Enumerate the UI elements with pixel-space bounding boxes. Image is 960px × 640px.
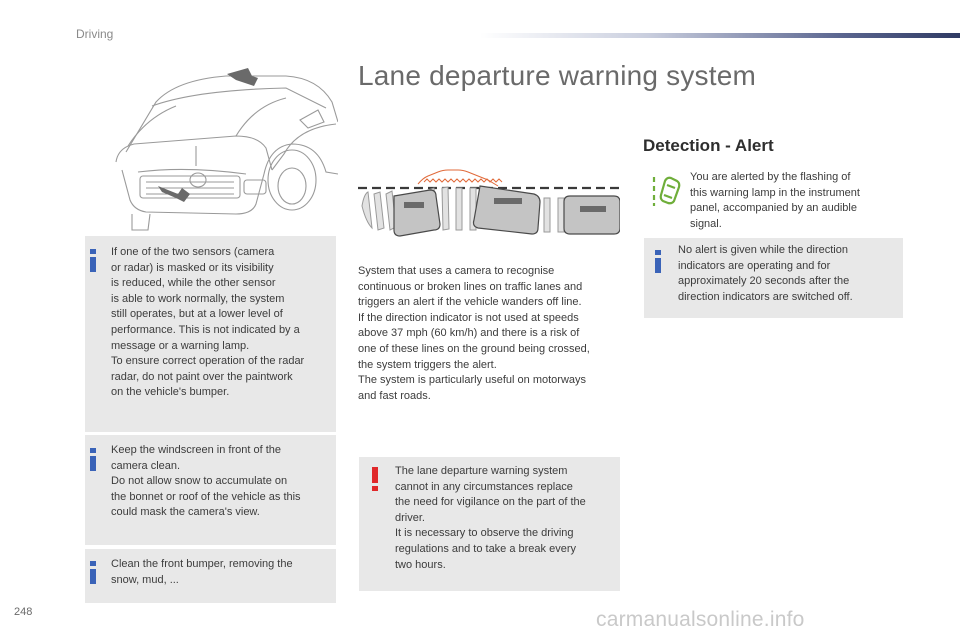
warning-note	[359, 457, 620, 591]
detection-text: You are alerted by the flashing of this warning lamp in the instrument panel, accompanied by an audible signal.	[690, 171, 860, 230]
page-number: 248	[14, 606, 33, 618]
detection-heading: Detection - Alert	[643, 136, 774, 155]
info-note-indicators	[644, 238, 903, 318]
watermark: carmanualsonline.info	[596, 608, 805, 631]
info-note-sensors	[85, 236, 336, 432]
warning-note-text: The lane departure warning system cannot in any circumstances replace the need for vigilance on the part of the driver. It is necessary to observe the driving regulations and to take a break every two hours.	[395, 465, 586, 571]
lane-departure-warning-lamp-icon	[651, 173, 681, 207]
lane-departure-illustration	[358, 166, 620, 240]
info-note-windscreen	[85, 435, 336, 545]
system-description: System that uses a camera to recognise continuous or broken lines on traffic lanes and triggers an alert if the vehicle wanders off line. If the direction indicator is not used at speeds above 37 mph (60 km/h) and there is a risk of one of these lines on the ground being crossed, the system triggers the alert. The system is particularly useful on motorways and fast roads.	[358, 265, 590, 402]
header-gradient-bar	[480, 33, 960, 38]
info-note-text: No alert is given while the direction indicators are operating and for approximately 20 seconds after the direction indicators are switched off.	[678, 244, 853, 303]
info-note-text: If one of the two sensors (camera or radar) is masked or its visibility is reduced, while the other sensor is able to work normally, the system still operates, but at a lower level of performance. This is not indicated by a message or a warning lamp. To ensure correct operation of the radar radar, do not paint over the paintwork on the vehicle's bumper.	[111, 246, 305, 399]
page-title: Lane departure warning system	[358, 60, 757, 91]
info-note-bumper	[85, 549, 336, 603]
info-note-text: Keep the windscreen in front of the camera clean. Do not allow snow to accumulate on the bonnet or roof of the vehicle as this could mask the camera's view.	[111, 444, 301, 519]
van-front-illustration	[86, 62, 338, 238]
info-note-text: Clean the front bumper, removing the snow, mud, ...	[111, 558, 293, 586]
section-label: Driving	[76, 27, 114, 41]
